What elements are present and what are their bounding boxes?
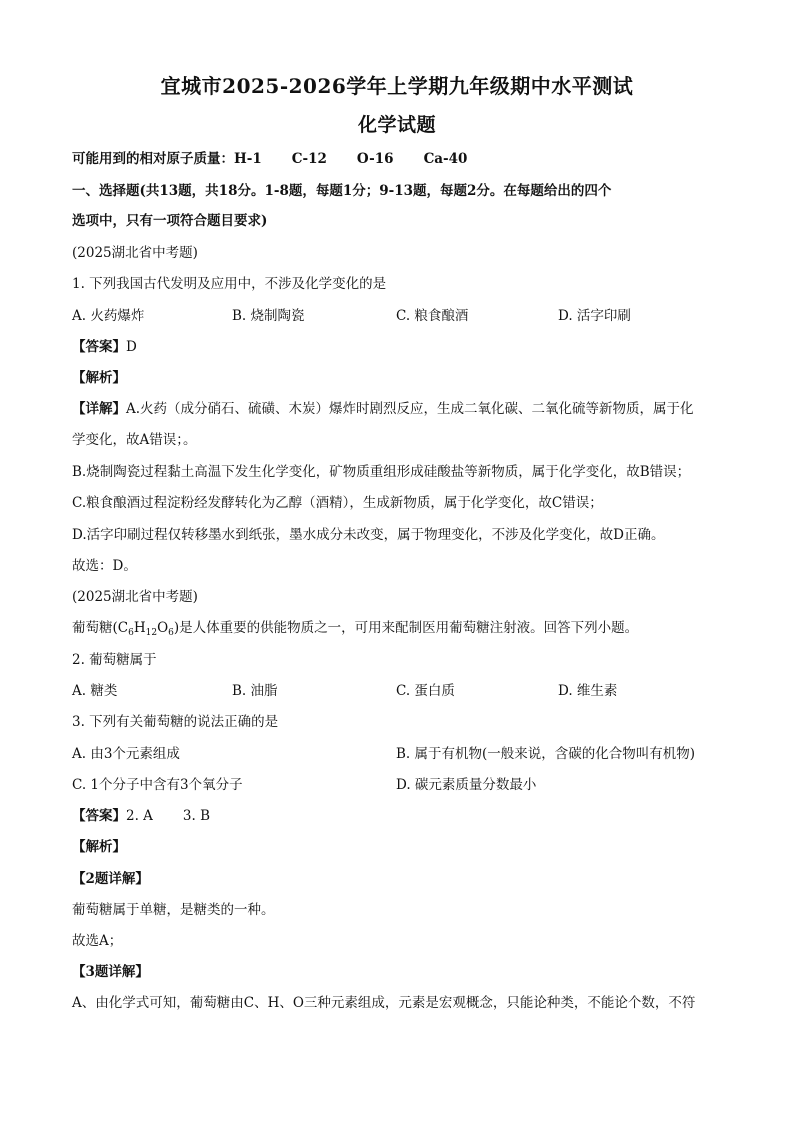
q1-answer	[72, 338, 137, 356]
q23-answer	[72, 807, 210, 825]
q1-analysis-tag: 【解析】	[72, 370, 126, 386]
atomic-mass-ca: Ca-40	[423, 151, 468, 167]
formula-sub-o: 6	[168, 628, 174, 638]
q1-detail-4: D.活字印刷过程仅转移墨水到纸张，墨水成分未改变，属于物理变化，不涉及化学变化，故D正确。	[72, 527, 665, 543]
page-subtitle: 化学试题	[357, 114, 436, 136]
q23-intro-post: )是人体重要的供能物质之一，可用来配制医用葡萄糖注射液。回答下列小题。	[173, 620, 639, 636]
q3-detail-tag: 【3题详解】	[72, 964, 149, 980]
q23-answer-tag: 【答案】	[72, 808, 126, 824]
q1-option-d: D. 活字印刷	[558, 308, 631, 324]
atomic-mass-o: O-16	[356, 151, 394, 167]
q2-detail-tag: 【2题详解】	[72, 871, 149, 887]
q1-option-c: C. 粮食酿酒	[396, 308, 469, 324]
q1-choose: 故选：D。	[72, 558, 137, 574]
q1-detail-3: C.粮食酿酒过程淀粉经发酵转化为乙醇（酒精），生成新物质，属于化学变化，故C错误；	[72, 495, 603, 511]
section1-heading-cont: 选项中，只有一项符合题目要求)	[72, 213, 268, 229]
q23-answer-3: 3. B	[182, 808, 211, 824]
atomic-mass-label: 可能用到的相对原子质量：	[72, 151, 234, 167]
q3-detail-a: A、由化学式可知，葡萄糖由C、H、O三种元素组成，元素是宏观概念，只能论种类，不能论个数，不符	[72, 995, 696, 1011]
q2-choose: 故选A；	[72, 933, 123, 949]
q1-option-a: A. 火药爆炸	[72, 308, 145, 324]
q3-option-b: B. 属于有机物(一般来说，含碳的化合物叫有机物)	[396, 746, 696, 762]
q2-detail: 葡萄糖属于单糖，是糖类的一种。	[72, 902, 275, 918]
q1-answer-value: D	[126, 339, 137, 355]
q2-stem: 2. 葡萄糖属于	[72, 652, 157, 668]
formula-h: H	[133, 620, 146, 636]
q1-detail-2: B.烧制陶瓷过程黏土高温下发生化学变化，矿物质重组形成硅酸盐等新物质，属于化学变化，故B错误；	[72, 464, 691, 480]
q1-stem: 1. 下列我国古代发明及应用中，不涉及化学变化的是	[72, 276, 387, 292]
q2-option-a: A. 糖类	[72, 683, 118, 699]
q23-answer-2: 2. A	[126, 808, 153, 824]
q2-option-d: D. 维生素	[558, 683, 618, 699]
q1-detail-1a: A.火药（成分硝石、硫磺、木炭）爆炸时剧烈反应，生成二氧化碳、二氧化硫等新物质，属于化	[126, 401, 694, 417]
q3-option-c: C. 1个分子中含有3个氧分子	[72, 777, 243, 793]
q3-option-a: A. 由3个元素组成	[72, 746, 180, 762]
q1-detail-1	[72, 400, 694, 418]
q1-option-b: B. 烧制陶瓷	[232, 308, 305, 324]
q2-option-c: C. 蛋白质	[396, 683, 455, 699]
formula-sub-h: 12	[145, 628, 158, 638]
atomic-mass-c: C-12	[291, 151, 327, 167]
atomic-mass-h: H-1	[234, 151, 262, 167]
q23-intro-pre: 葡萄糖(C	[72, 620, 129, 636]
atomic-mass-line	[72, 150, 467, 168]
formula-sub-c: 6	[128, 628, 134, 638]
q23-source: (2025湖北省中考题)	[72, 589, 198, 605]
q1-detail-1b: 学变化，故A错误；。	[72, 432, 197, 448]
formula-o: O	[157, 620, 169, 636]
q3-stem: 3. 下列有关葡萄糖的说法正确的是	[72, 714, 279, 730]
q2-option-b: B. 油脂	[232, 683, 278, 699]
page-title: 宜城市2025-2026学年上学期九年级期中水平测试	[160, 74, 634, 98]
q1-source: (2025湖北省中考题)	[72, 245, 198, 261]
q1-answer-tag: 【答案】	[72, 339, 126, 355]
q1-detail-tag: 【详解】	[72, 401, 126, 417]
section1-heading: 一、选择题(共13题，共18分。1-8题，每题1分；9-13题，每题2分。在每题给出的四个	[72, 183, 612, 199]
q3-option-d: D. 碳元素质量分数最小	[396, 777, 537, 793]
q23-intro	[72, 619, 638, 642]
q23-analysis-tag: 【解析】	[72, 839, 126, 855]
